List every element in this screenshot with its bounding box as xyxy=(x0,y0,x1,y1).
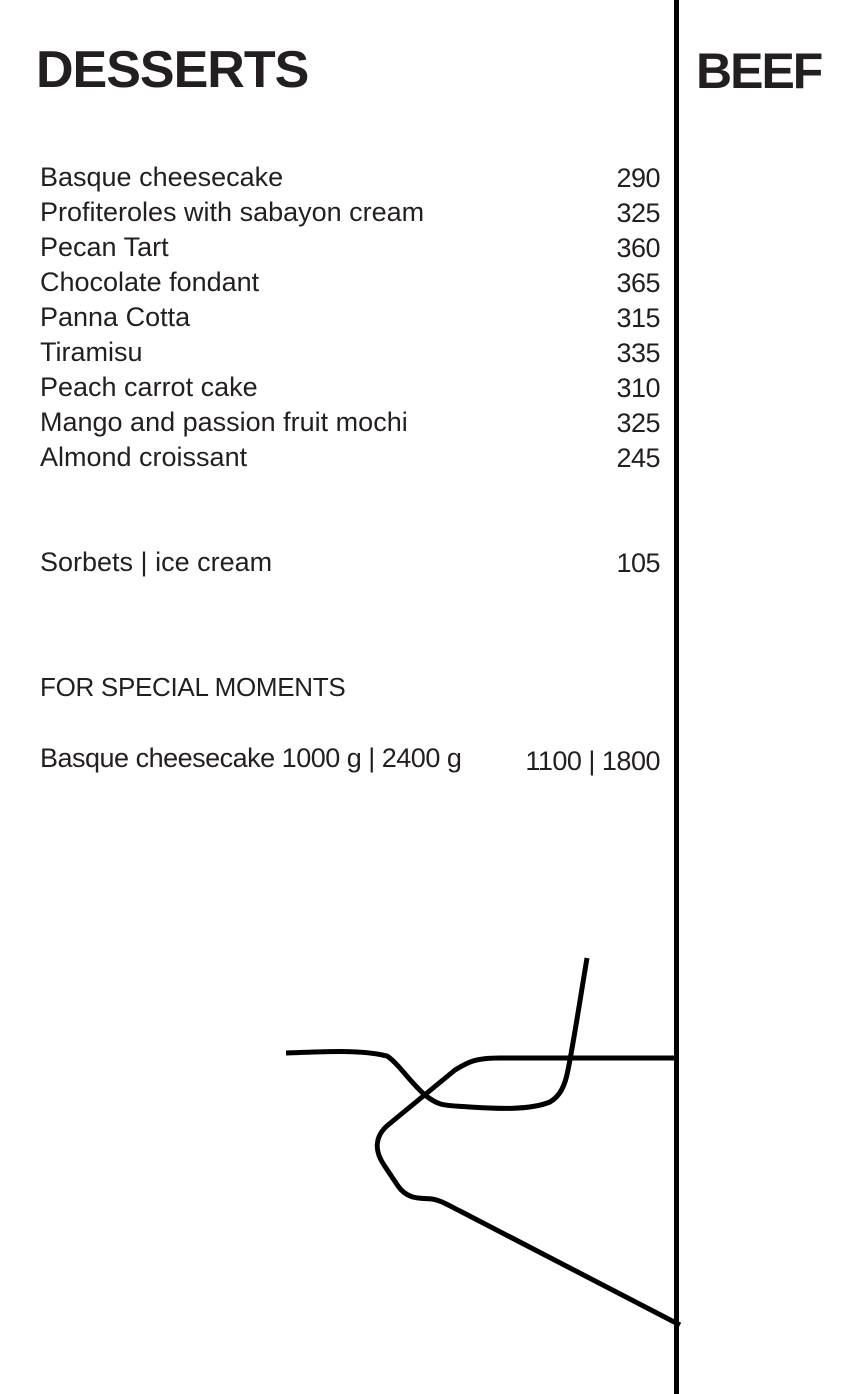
menu-item-name: Peach carrot cake xyxy=(40,372,258,402)
menu-item-price: 335 xyxy=(616,338,660,368)
special-moments-heading: FOR SPECIAL MOMENTS xyxy=(40,672,346,702)
special-item-name: Basque cheesecake 1000 g | 2400 g xyxy=(40,743,462,773)
menu-item-name: Tiramisu xyxy=(40,337,143,367)
page-title: DESSERTS xyxy=(36,41,309,99)
menu-item-name: Basque cheesecake xyxy=(40,162,284,192)
menu-item-price: 290 xyxy=(616,163,660,193)
sorbets-name: Sorbets | ice cream xyxy=(40,547,273,577)
special-item-price: 1100 | 1800 xyxy=(525,746,660,776)
menu-item-price: 310 xyxy=(616,373,660,403)
sorbets-price: 105 xyxy=(616,548,660,578)
menu-item-name: Chocolate fondant xyxy=(40,267,260,297)
menu-item-name: Almond croissant xyxy=(40,442,248,472)
menu-item-name: Mango and passion fruit mochi xyxy=(40,407,408,437)
menu-item-price: 325 xyxy=(616,198,660,228)
illustration-stroke-bottom xyxy=(377,1058,680,1325)
menu-item-name: Panna Cotta xyxy=(40,302,191,332)
menu-item-name: Pecan Tart xyxy=(40,232,169,262)
menu-item-name: Profiteroles with sabayon cream xyxy=(40,197,425,227)
menu-item-price: 365 xyxy=(616,268,660,298)
menu-item-price: 245 xyxy=(616,443,660,473)
next-section-title: BEEF xyxy=(696,43,822,99)
menu-item-price: 360 xyxy=(616,233,660,263)
menu-item-price: 315 xyxy=(616,303,660,333)
menu-item-price: 325 xyxy=(616,408,660,438)
